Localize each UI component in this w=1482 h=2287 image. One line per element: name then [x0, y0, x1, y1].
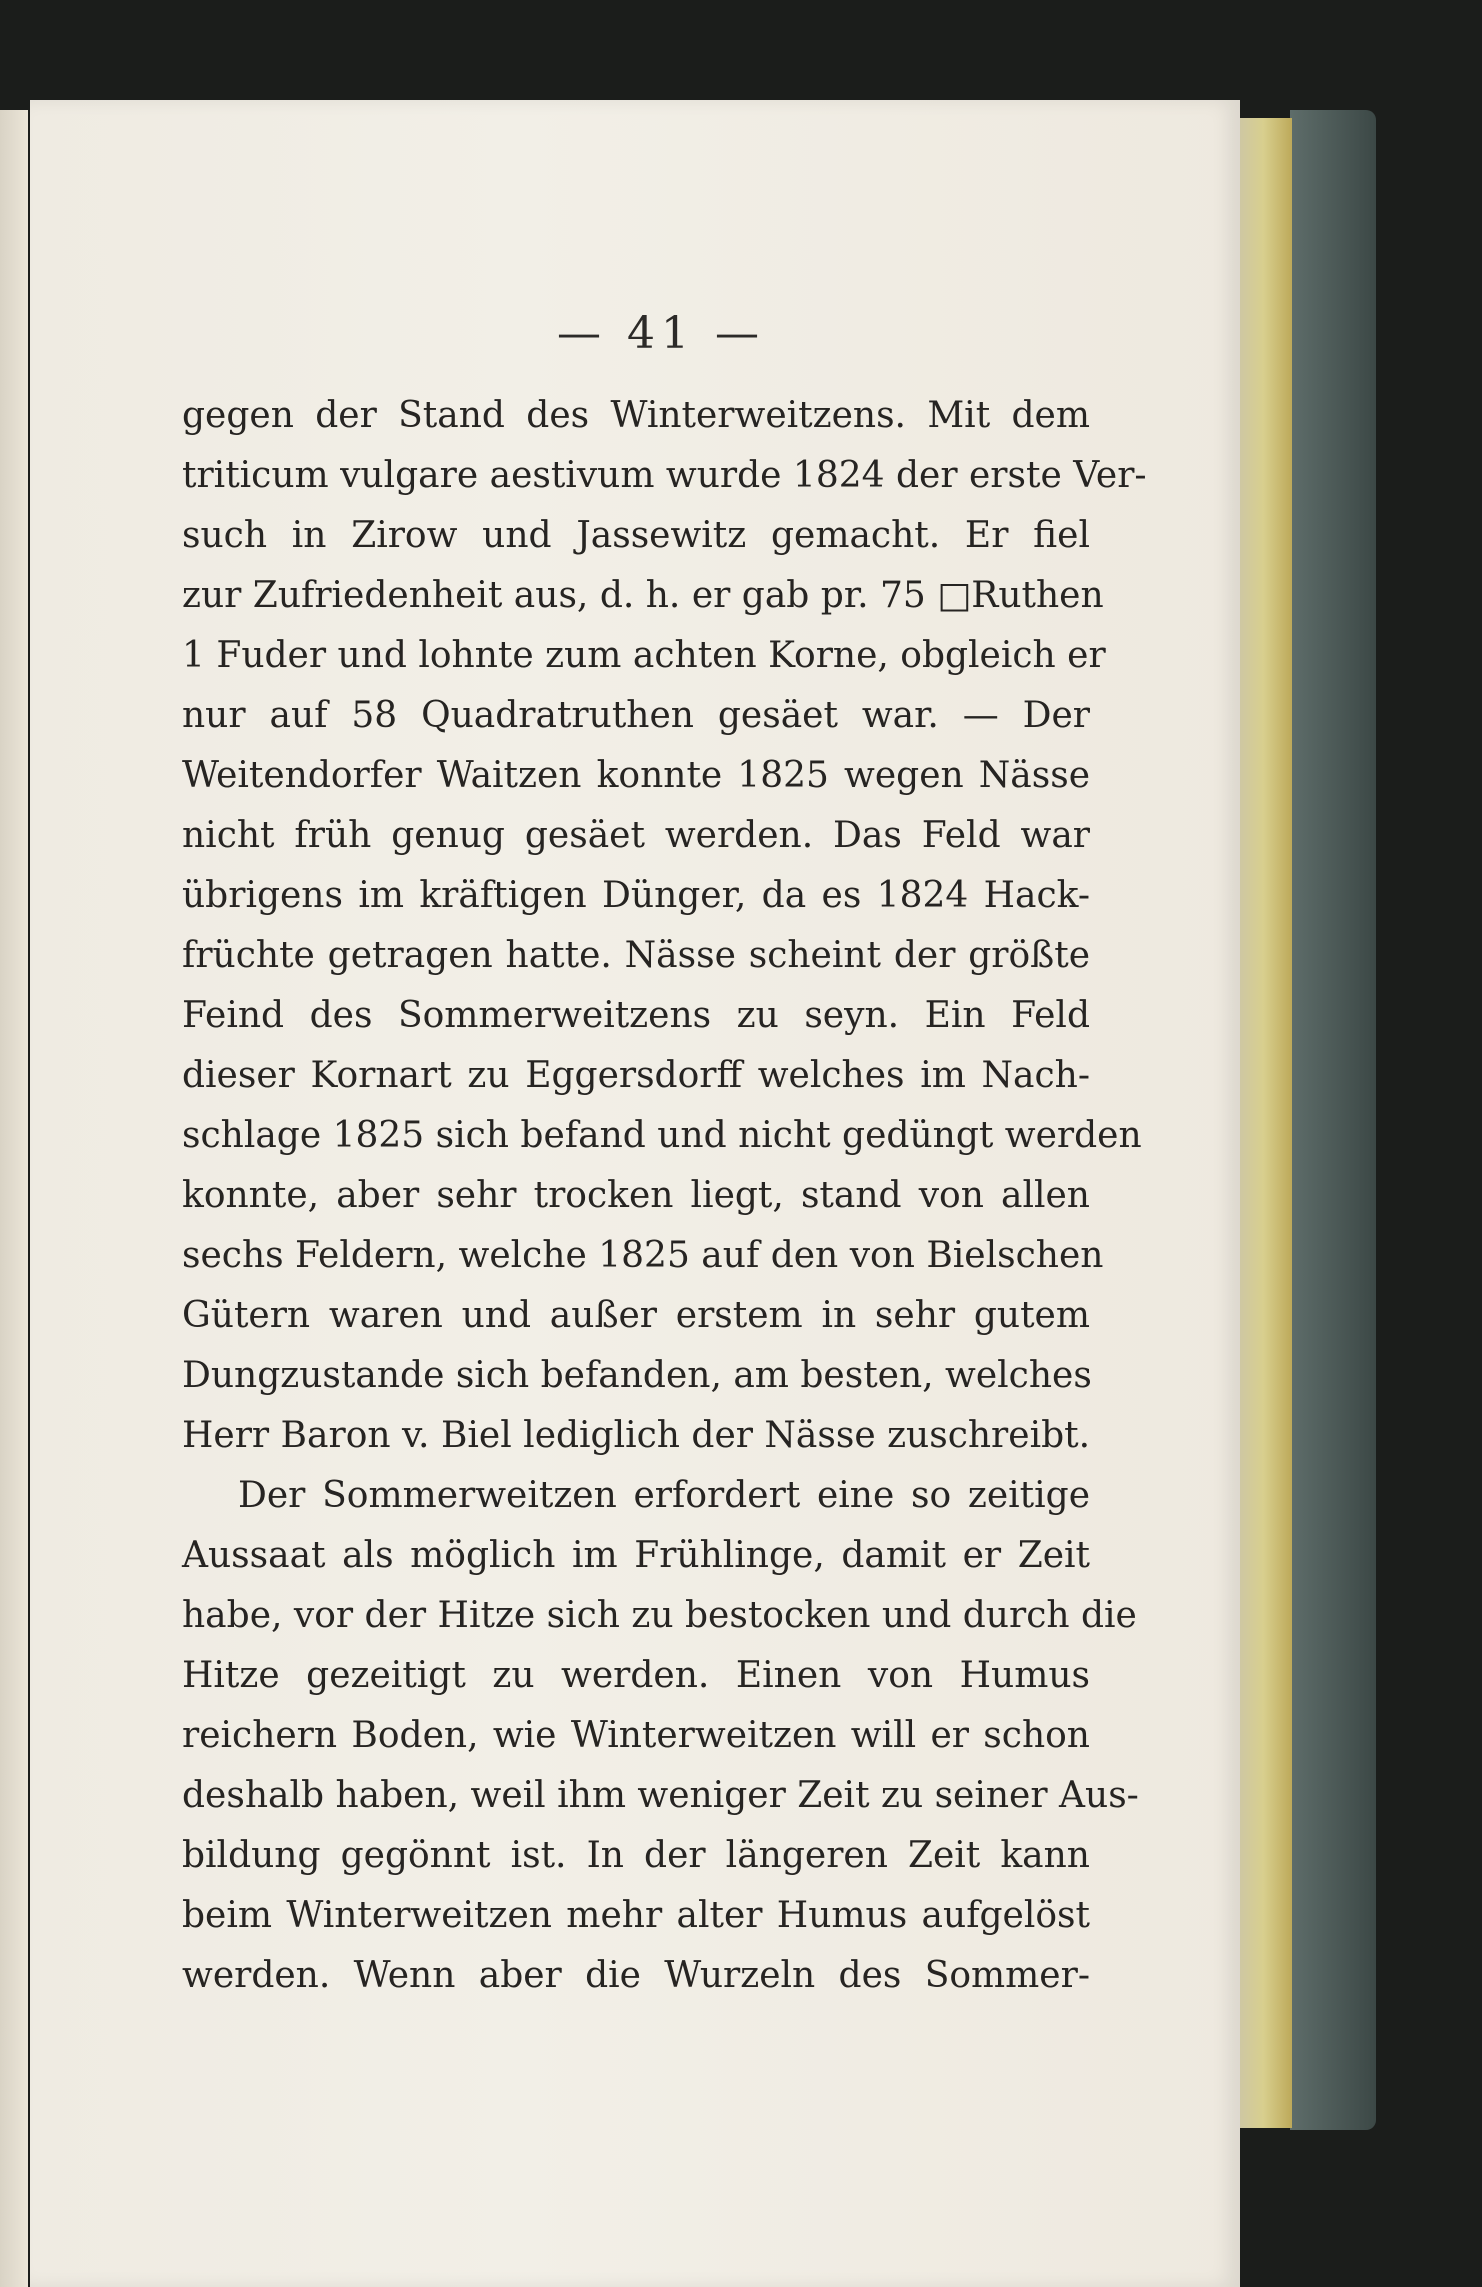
text-line: such in Zirow und Jassewitz gemacht. Er fiel	[182, 515, 1090, 556]
text-line: beim Winterweitzen mehr alter Humus aufgelöst	[182, 1895, 1090, 1936]
text-line: Der Sommerweitzen erfordert eine so zeitige	[238, 1475, 1090, 1516]
text-line: Hitze gezeitigt zu werden. Einen von Humus	[182, 1655, 1090, 1696]
text-line: zur Zufriedenheit aus, d. h. er gab pr. 75 □Ruthen	[182, 575, 1104, 616]
text-line: reichern Boden, wie Winterweitzen will er schon	[182, 1715, 1090, 1756]
text-line: Gütern waren und außer erstem in sehr gutem	[182, 1295, 1090, 1336]
text-line: 1 Fuder und lohnte zum achten Korne, obgleich er	[182, 635, 1106, 676]
book-page	[30, 100, 1240, 2287]
text-line: triticum vulgare aestivum wurde 1824 der erste Ver-	[182, 455, 1147, 496]
text-line: sechs Feldern, welche 1825 auf den von Bielschen	[182, 1235, 1104, 1276]
text-line: deshalb haben, weil ihm weniger Zeit zu seiner Aus-	[182, 1775, 1139, 1816]
text-line: Feind des Sommerweitzens zu seyn. Ein Feld	[182, 995, 1090, 1036]
text-line: nur auf 58 Quadratruthen gesäet war. — Der	[182, 695, 1090, 736]
text-line: Herr Baron v. Biel lediglich der Nässe zuschreibt.	[182, 1415, 1091, 1456]
text-line: Weitendorfer Waitzen konnte 1825 wegen Nässe	[182, 755, 1090, 796]
text-line: gegen der Stand des Winterweitzens. Mit dem	[182, 395, 1090, 436]
book-cover-edge	[1290, 110, 1376, 2130]
body-text	[182, 386, 1147, 2006]
text-line: übrigens im kräftigen Dünger, da es 1824 Hack-	[182, 875, 1090, 916]
text-line: schlage 1825 sich befand und nicht gedüngt werden	[182, 1115, 1142, 1156]
text-line: konnte, aber sehr trocken liegt, stand von allen	[182, 1175, 1090, 1216]
text-line: nicht früh genug gesäet werden. Das Feld war	[182, 815, 1090, 856]
text-line: bildung gegönnt ist. In der längeren Zeit kann	[182, 1835, 1090, 1876]
text-line: habe, vor der Hitze sich zu bestocken und durch die	[182, 1595, 1137, 1636]
text-line: Aussaat als möglich im Frühlinge, damit er Zeit	[182, 1535, 1090, 1576]
text-line: Dungzustande sich befanden, am besten, welches	[182, 1355, 1092, 1396]
text-line: früchte getragen hatte. Nässe scheint der größte	[182, 935, 1090, 976]
text-line: werden. Wenn aber die Wurzeln des Sommer-	[182, 1955, 1090, 1996]
left-page-edge	[0, 110, 28, 2287]
text-line: dieser Kornart zu Eggersdorff welches im Nach-	[182, 1055, 1090, 1096]
page-number: — 41 —	[557, 308, 765, 359]
